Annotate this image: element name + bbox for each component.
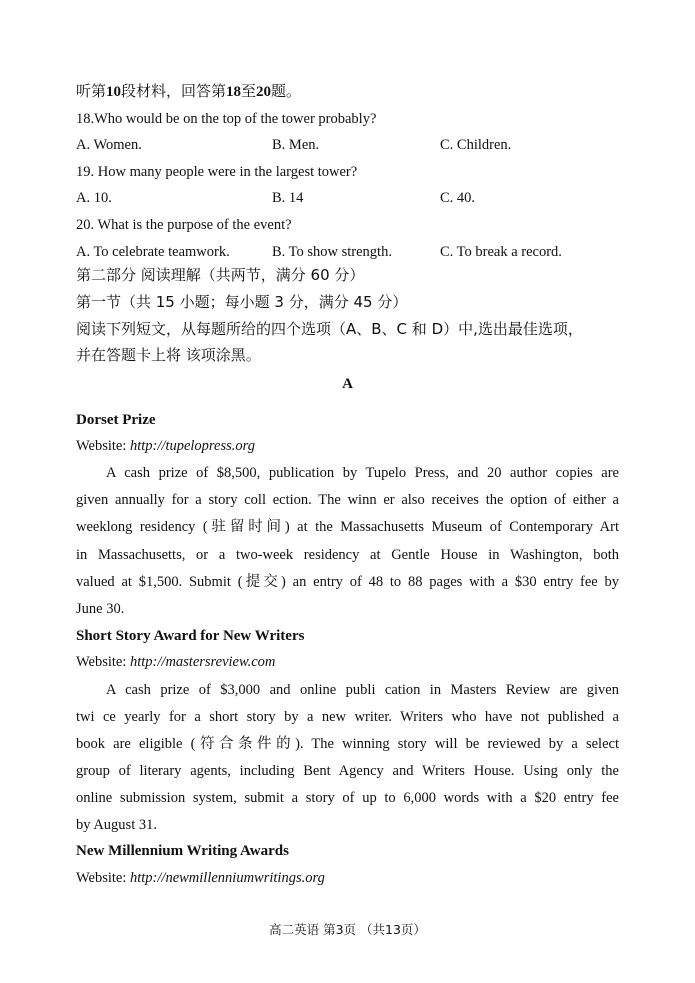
question-19-option-c: C. 40. — [440, 190, 476, 206]
paragraph-line: A cash prize of $8,500, publication by Tupelo Press, and 20 author copies are — [106, 465, 619, 481]
reading-instruction-line-1: 阅读下列短文，从每题所给的四个选项（A、B、C 和 D）中,选出最佳选项， — [76, 320, 583, 338]
question-18-option-c: C. Children. — [440, 137, 512, 153]
paragraph-line: in Massachusetts, or a two-week residency at Gentle House in Washington, both — [76, 547, 619, 563]
paragraph-line: weeklong residency (驻留时间) at the Massachusetts Museum of Contemporary Art — [76, 519, 619, 535]
listening-instruction: 听第10段材料，回答第18至20题。 — [76, 82, 302, 100]
paragraph-line: twi ce yearly for a short story by a new writer. Writers who have not published a — [76, 709, 619, 725]
paragraph-line: book are eligible (符合条件的). The winning story will be reviewed by a select — [76, 736, 619, 752]
paragraph-line: group of literary agents, including Bent Agency and Writers House. Using only the — [76, 763, 619, 779]
part2-heading: 第二部分 阅读理解（共两节，满分 60 分） — [76, 266, 365, 284]
question-20-stem: 20. What is the purpose of the event? — [76, 217, 292, 233]
question-19-stem: 19. How many people were in the largest tower? — [76, 164, 358, 180]
page-footer: 高二英语 第3页 （共13页） — [269, 922, 426, 937]
paragraph-line: given annually for a story coll ection. The winn er also receives the option of either a — [76, 492, 619, 508]
prize-title-dorset: Dorset Prize — [76, 412, 156, 428]
paragraph-line: June 30. — [76, 601, 125, 617]
question-19-option-a: A. 10. — [76, 190, 112, 206]
paragraph-line: by August 31. — [76, 817, 157, 833]
question-19-option-b: B. 14 — [272, 190, 304, 206]
passage-label: A — [342, 376, 353, 392]
question-18-option-a: A. Women. — [76, 137, 142, 153]
paragraph-line: valued at $1,500. Submit (提交) an entry of 48 to 88 pages with a $30 entry fee by — [76, 574, 619, 590]
section1-heading: 第一节（共 15 小题；每小题 3 分，满分 45 分） — [76, 293, 408, 311]
paragraph-line: online submission system, submit a story of up to 6,000 words with a $20 entry fee — [76, 790, 619, 806]
prize-title-new-millennium: New Millennium Writing Awards — [76, 843, 289, 859]
question-20-option-b: B. To show strength. — [272, 244, 392, 260]
reading-instruction-line-2: 并在答题卡上将 该项涂黑。 — [76, 346, 261, 364]
paragraph-line: A cash prize of $3,000 and online publi cation in Masters Review are given — [106, 682, 619, 698]
prize-website-new-millennium: Website: http://newmillenniumwritings.org — [76, 870, 325, 886]
prize-title-short-story: Short Story Award for New Writers — [76, 628, 305, 644]
prize-website-short-story: Website: http://mastersreview.com — [76, 654, 276, 670]
question-20-option-c: C. To break a record. — [440, 244, 562, 260]
prize-website-dorset: Website: http://tupelopress.org — [76, 438, 255, 454]
question-18-stem: 18.Who would be on the top of the tower probably? — [76, 111, 377, 127]
question-20-option-a: A. To celebrate teamwork. — [76, 244, 230, 260]
question-18-option-b: B. Men. — [272, 137, 320, 153]
